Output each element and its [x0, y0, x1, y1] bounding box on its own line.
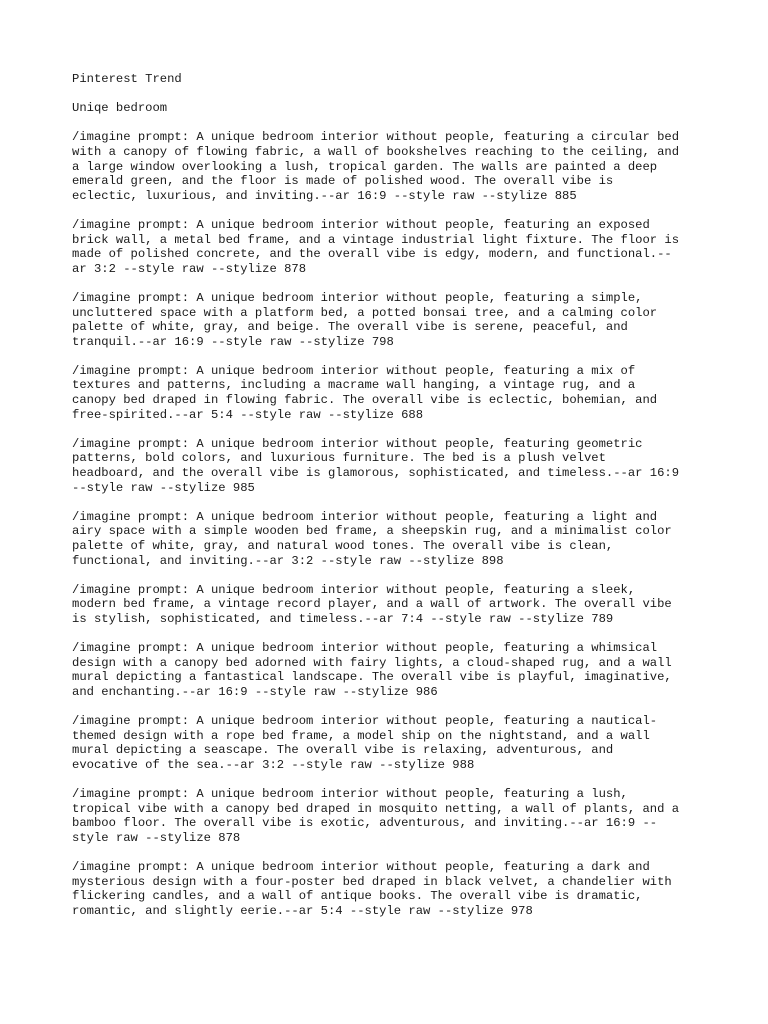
prompt-list [72, 130, 712, 918]
prompt-line: evocative of the sea.--ar 3:2 --style raw --stylize 988 [72, 757, 475, 772]
document-title: Pinterest Trend [72, 72, 182, 86]
prompt-line: themed design with a rope bed frame, a model ship on the nightstand, and a wall [72, 728, 650, 743]
prompt-paragraph [72, 714, 712, 772]
prompt-paragraph [72, 583, 712, 627]
prompt-line: a large window overlooking a lush, tropical garden. The walls are painted a deep [72, 159, 658, 174]
prompt-line: ar 3:2 --style raw --stylize 878 [72, 261, 307, 276]
prompt-line: brick wall, a metal bed frame, and a vintage industrial light fixture. The floor is [72, 232, 680, 247]
prompt-line: design with a canopy bed adorned with fairy lights, a cloud-shaped rug, and a wall [72, 655, 672, 670]
prompt-paragraph [72, 437, 712, 495]
prompt-line: airy space with a simple wooden bed frame, a sheepskin rug, and a minimalist color [72, 524, 672, 539]
prompt-paragraph [72, 787, 712, 845]
document-subtitle-block [72, 101, 712, 116]
prompt-line: /imagine prompt: A unique bedroom interior without people, featuring a light and [72, 509, 658, 524]
prompt-line: patterns, bold colors, and luxurious furniture. The bed is a plush velvet [72, 451, 606, 466]
prompt-line: mysterious design with a four-poster bed draped in black velvet, a chandelier with [72, 874, 672, 889]
prompt-line: bamboo floor. The overall vibe is exotic, adventurous, and inviting.--ar 16:9 -- [72, 816, 658, 831]
prompt-paragraph [72, 130, 712, 203]
prompt-line: /imagine prompt: A unique bedroom interior without people, featuring a dark and [72, 860, 650, 875]
prompt-line: /imagine prompt: A unique bedroom interior without people, featuring a simple, [72, 290, 643, 305]
prompt-line: mural depicting a seascape. The overall vibe is relaxing, adventurous, and [72, 743, 614, 758]
prompt-line: palette of white, gray, and natural wood tones. The overall vibe is clean, [72, 539, 614, 553]
prompt-line: eclectic, luxurious, and inviting.--ar 16:9 --style raw --stylize 885 [72, 188, 577, 203]
prompt-line: /imagine prompt: A unique bedroom interior without people, featuring a whimsical [72, 641, 658, 656]
prompt-line: tranquil.--ar 16:9 --style raw --stylize 798 [72, 334, 394, 349]
prompt-line: flickering candles, and a wall of antique books. The overall vibe is dramatic, [72, 889, 643, 904]
prompt-paragraph [72, 641, 712, 699]
prompt-line: /imagine prompt: A unique bedroom interior without people, featuring a mix of [72, 363, 636, 378]
prompt-line: tropical vibe with a canopy bed draped in mosquito netting, a wall of plants, and a [72, 801, 680, 816]
prompt-line: headboard, and the overall vibe is glamorous, sophisticated, and timeless.--ar 16:9 [72, 466, 680, 481]
prompt-line: canopy bed draped in flowing fabric. The overall vibe is eclectic, bohemian, and [72, 393, 658, 408]
prompt-line: modern bed frame, a vintage record player, and a wall of artwork. The overall vibe [72, 597, 672, 612]
document-title-block [72, 72, 712, 87]
prompt-line: is stylish, sophisticated, and timeless.--ar 7:4 --style raw --stylize 789 [72, 611, 614, 626]
prompt-line: palette of white, gray, and beige. The overall vibe is serene, peaceful, and [72, 320, 628, 335]
prompt-paragraph [72, 291, 712, 349]
prompt-line: functional, and inviting.--ar 3:2 --style raw --stylize 898 [72, 553, 504, 568]
prompt-line: emerald green, and the floor is made of polished wood. The overall vibe is [72, 174, 614, 189]
prompt-paragraph [72, 860, 712, 918]
prompt-line: romantic, and slightly eerie.--ar 5:4 --style raw --stylize 978 [72, 903, 533, 918]
prompt-line: textures and patterns, including a macrame wall hanging, a vintage rug, and a [72, 378, 636, 393]
document-page [72, 72, 712, 933]
prompt-line: /imagine prompt: A unique bedroom interior without people, featuring a circular bed [72, 130, 680, 145]
document-subtitle: Uniqe bedroom [72, 101, 168, 116]
prompt-line: --style raw --stylize 985 [72, 480, 255, 495]
prompt-line: /imagine prompt: A unique bedroom interior without people, featuring a nautical- [72, 714, 658, 729]
prompt-line: made of polished concrete, and the overall vibe is edgy, modern, and functional.-- [72, 247, 672, 262]
prompt-paragraph [72, 364, 712, 422]
prompt-paragraph [72, 218, 712, 276]
prompt-paragraph [72, 510, 712, 568]
prompt-line: /imagine prompt: A unique bedroom interior without people, featuring geometric [72, 436, 643, 451]
prompt-line: uncluttered space with a platform bed, a potted bonsai tree, and a calming color [72, 305, 658, 320]
prompt-line: mural depicting a fantastical landscape. The overall vibe is playful, imaginative, [72, 670, 672, 685]
prompt-line: /imagine prompt: A unique bedroom interior without people, featuring an exposed [72, 217, 650, 232]
prompt-line: with a canopy of flowing fabric, a wall of bookshelves reaching to the ceiling, and [72, 144, 680, 159]
prompt-line: style raw --stylize 878 [72, 830, 241, 845]
prompt-line: /imagine prompt: A unique bedroom interior without people, featuring a sleek, [72, 582, 636, 597]
prompt-line: and enchanting.--ar 16:9 --style raw --stylize 986 [72, 684, 438, 699]
prompt-line: /imagine prompt: A unique bedroom interior without people, featuring a lush, [72, 787, 628, 802]
prompt-line: free-spirited.--ar 5:4 --style raw --stylize 688 [72, 407, 424, 422]
